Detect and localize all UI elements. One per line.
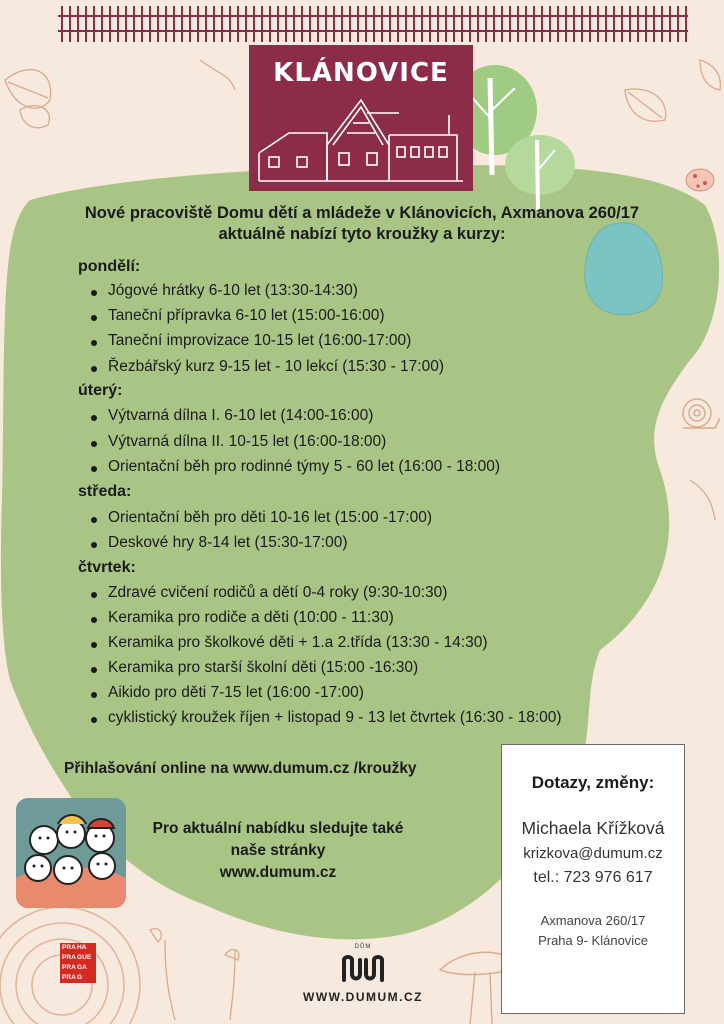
- dumum-logo-icon: [340, 952, 386, 984]
- list-item: Výtvarná dílna II. 10-15 let (16:00-18:00): [108, 433, 387, 450]
- headline-line-1: Nové pracoviště Domu dětí a mládeže v Klánovicích, Axmanova 260/17: [84, 204, 640, 222]
- dum-label: DŮM: [354, 944, 372, 950]
- list-item: Orientační běh pro děti 10-16 let (15:00 -17:00): [108, 509, 432, 526]
- list-item: Výtvarná dílna I. 6-10 let (14:00-16:00): [108, 407, 374, 424]
- list-item: Řezbářský kurz 9-15 let - 10 lekcí (15:30 - 17:00): [108, 358, 444, 375]
- list-item: Taneční improvizace 10-15 let (16:00-17:00): [108, 332, 412, 349]
- bullet: [91, 717, 97, 723]
- day-label-tuesday: úterý:: [78, 382, 123, 399]
- bullet: [91, 315, 97, 321]
- praha-logo: [60, 943, 96, 983]
- praha-logo-text: GUE: [77, 954, 92, 961]
- praha-logo-text: GA: [77, 964, 87, 971]
- list-item: Keramika pro rodiče a děti (10:00 - 11:30): [108, 609, 394, 626]
- follow-note: [148, 818, 408, 884]
- day-label-wednesday: středa:: [78, 483, 132, 500]
- contact-address: [501, 911, 685, 951]
- bullet: [91, 340, 97, 346]
- list-item: Taneční přípravka 6-10 let (15:00-16:00): [108, 307, 385, 324]
- list-item: cyklistický kroužek říjen + listopad 9 - 13 let čtvrtek (16:30 - 18:00): [108, 709, 562, 726]
- follow-line-1: Pro aktuální nabídku sledujte také: [152, 820, 404, 837]
- address-line-2: Praha 9- Klánovice: [538, 933, 648, 948]
- day-label-thursday: čtvrtek:: [78, 559, 136, 576]
- list-item: Keramika pro starší školní děti (15:00 -16:30): [108, 659, 419, 676]
- bullet: [91, 592, 97, 598]
- headline: [0, 203, 724, 245]
- praha-logo-text: PRA: [62, 954, 76, 961]
- praha-logo-text: PRA: [62, 964, 76, 971]
- fence-top: [58, 6, 688, 42]
- bullet: [91, 642, 97, 648]
- logo-title: KLÁNOVICE: [273, 58, 449, 88]
- list-item: Aikido pro děti 7-15 let (16:00 -17:00): [108, 684, 364, 701]
- bullet: [91, 667, 97, 673]
- kids-logo: [16, 798, 126, 908]
- bullet: [91, 466, 97, 472]
- list-item: Orientační běh pro rodinné týmy 5 - 60 let (16:00 - 18:00): [108, 458, 501, 475]
- registration-note: Přihlašování online na www.dumum.cz /kroužky: [64, 760, 417, 777]
- bullet: [91, 441, 97, 447]
- address-line-1: Axmanova 260/17: [540, 913, 646, 928]
- headline-line-2: aktuálně nabízí tyto kroužky a kurzy:: [218, 225, 506, 243]
- bullet: [91, 366, 97, 372]
- bullet: [91, 617, 97, 623]
- contact-name: Michaela Křížková: [521, 818, 665, 838]
- contact-phone: tel.: 723 976 617: [533, 869, 653, 886]
- follow-website-link[interactable]: www.dumum.cz: [219, 864, 337, 881]
- contact-title: Dotazy, změny:: [531, 773, 655, 792]
- contact-email-link[interactable]: krizkova@dumum.cz: [523, 845, 663, 862]
- bullet: [91, 517, 97, 523]
- list-item: Jógové hrátky 6-10 let (13:30-14:30): [108, 282, 358, 299]
- bullet: [91, 415, 97, 421]
- praha-logo-text: PRA: [62, 974, 76, 981]
- kids-faces-icon: [16, 798, 126, 908]
- footer-website-link[interactable]: WWW.DUMUM.CZ: [303, 990, 423, 1004]
- praha-logo-text: HA: [77, 944, 87, 951]
- ladybug-decoration: [686, 169, 714, 191]
- praha-logo-text: G: [77, 974, 83, 981]
- bullet: [91, 692, 97, 698]
- list-item: Zdravé cvičení rodičů a dětí 0-4 roky (9:30-10:30): [108, 584, 448, 601]
- praha-logo-text: PRA: [62, 944, 76, 951]
- bullet: [91, 542, 97, 548]
- list-item: Deskové hry 8-14 let (15:30-17:00): [108, 534, 348, 551]
- snail-decoration: [683, 399, 720, 428]
- list-item: Keramika pro školkové děti + 1.a 2.třída (13:30 - 14:30): [108, 634, 488, 651]
- follow-line-2: naše stránky: [230, 842, 326, 859]
- bullet: [91, 290, 97, 296]
- day-label-monday: pondělí:: [78, 258, 141, 275]
